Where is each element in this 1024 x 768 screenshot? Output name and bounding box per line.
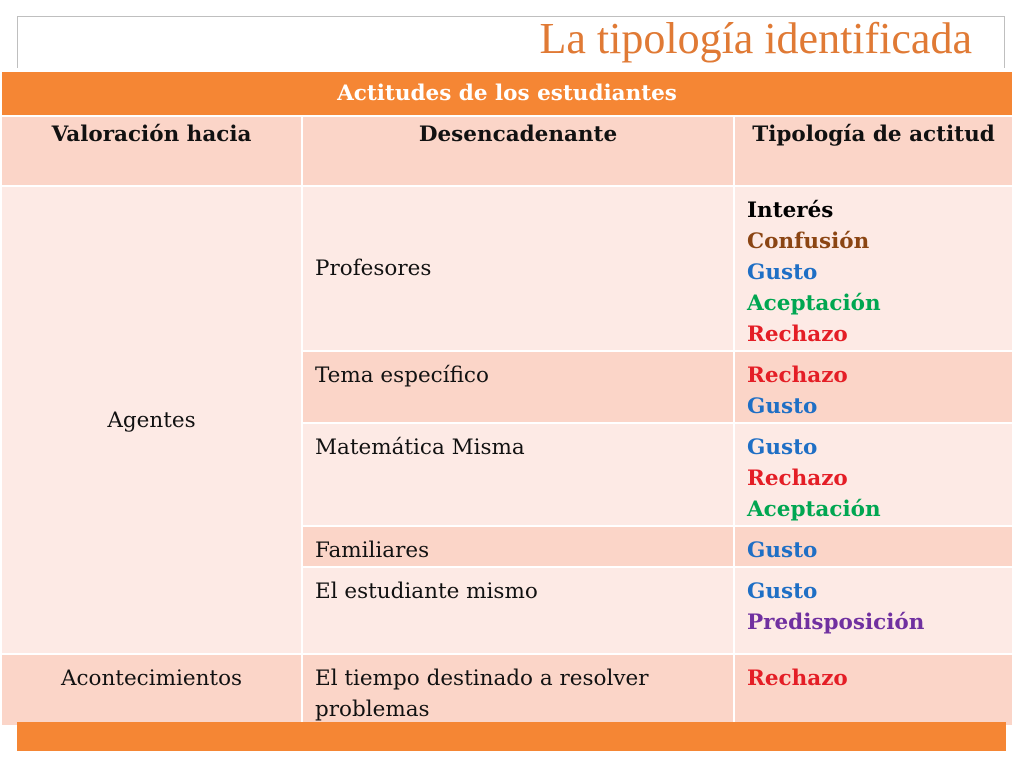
- desencadenante-cell: Tema específico: [302, 351, 734, 423]
- desencadenante-cell: El estudiante mismo: [302, 567, 734, 654]
- tipologia-item: Interés: [747, 198, 834, 223]
- tipologia-cell: [734, 526, 1013, 567]
- tipologia-item: Rechazo: [747, 363, 848, 388]
- column-header-tipologia: Tipología de actitud: [734, 116, 1013, 186]
- column-header-valoracion: Valoración hacia: [1, 116, 302, 186]
- tipologia-item: Aceptación: [747, 497, 881, 522]
- tipologia-item: Gusto: [747, 538, 818, 563]
- tipologia-item: Confusión: [747, 229, 870, 254]
- tipologia-item: Gusto: [747, 260, 818, 285]
- tipologia-item: Rechazo: [747, 466, 848, 491]
- tipologia-item: Gusto: [747, 579, 818, 604]
- tipologia-item: Rechazo: [747, 666, 848, 691]
- table-caption-row: [1, 71, 1013, 116]
- group-cell-agentes: Agentes: [1, 186, 302, 654]
- tipologia-cell: [734, 186, 1013, 351]
- tipologia-cell: [734, 567, 1013, 654]
- column-header-desencadenante: Desencadenante: [302, 116, 734, 186]
- tipologia-item: Aceptación: [747, 291, 881, 316]
- tipologia-item: Gusto: [747, 435, 818, 460]
- group-cell-acontecimientos: Acontecimientos: [1, 654, 302, 726]
- footer-bar: [17, 722, 1006, 751]
- tipologia-cell: [734, 654, 1013, 726]
- table-header-row: [1, 116, 1013, 186]
- table-row: [1, 186, 1013, 351]
- tipologia-item: Predisposición: [747, 610, 925, 635]
- tipologia-cell: [734, 351, 1013, 423]
- tipologia-item: Rechazo: [747, 322, 848, 347]
- desencadenante-cell: Profesores: [302, 186, 734, 351]
- desencadenante-cell: Matemática Misma: [302, 423, 734, 526]
- tipologia-cell: [734, 423, 1013, 526]
- table-row: [1, 654, 1013, 726]
- attitudes-table: [0, 70, 1014, 727]
- slide-title: La tipología identificada: [539, 14, 972, 63]
- tipologia-item: Gusto: [747, 394, 818, 419]
- table-caption: Actitudes de los estudiantes: [1, 71, 1013, 116]
- desencadenante-cell: El tiempo destinado a resolver problemas: [302, 654, 734, 726]
- desencadenante-cell: Familiares: [302, 526, 734, 567]
